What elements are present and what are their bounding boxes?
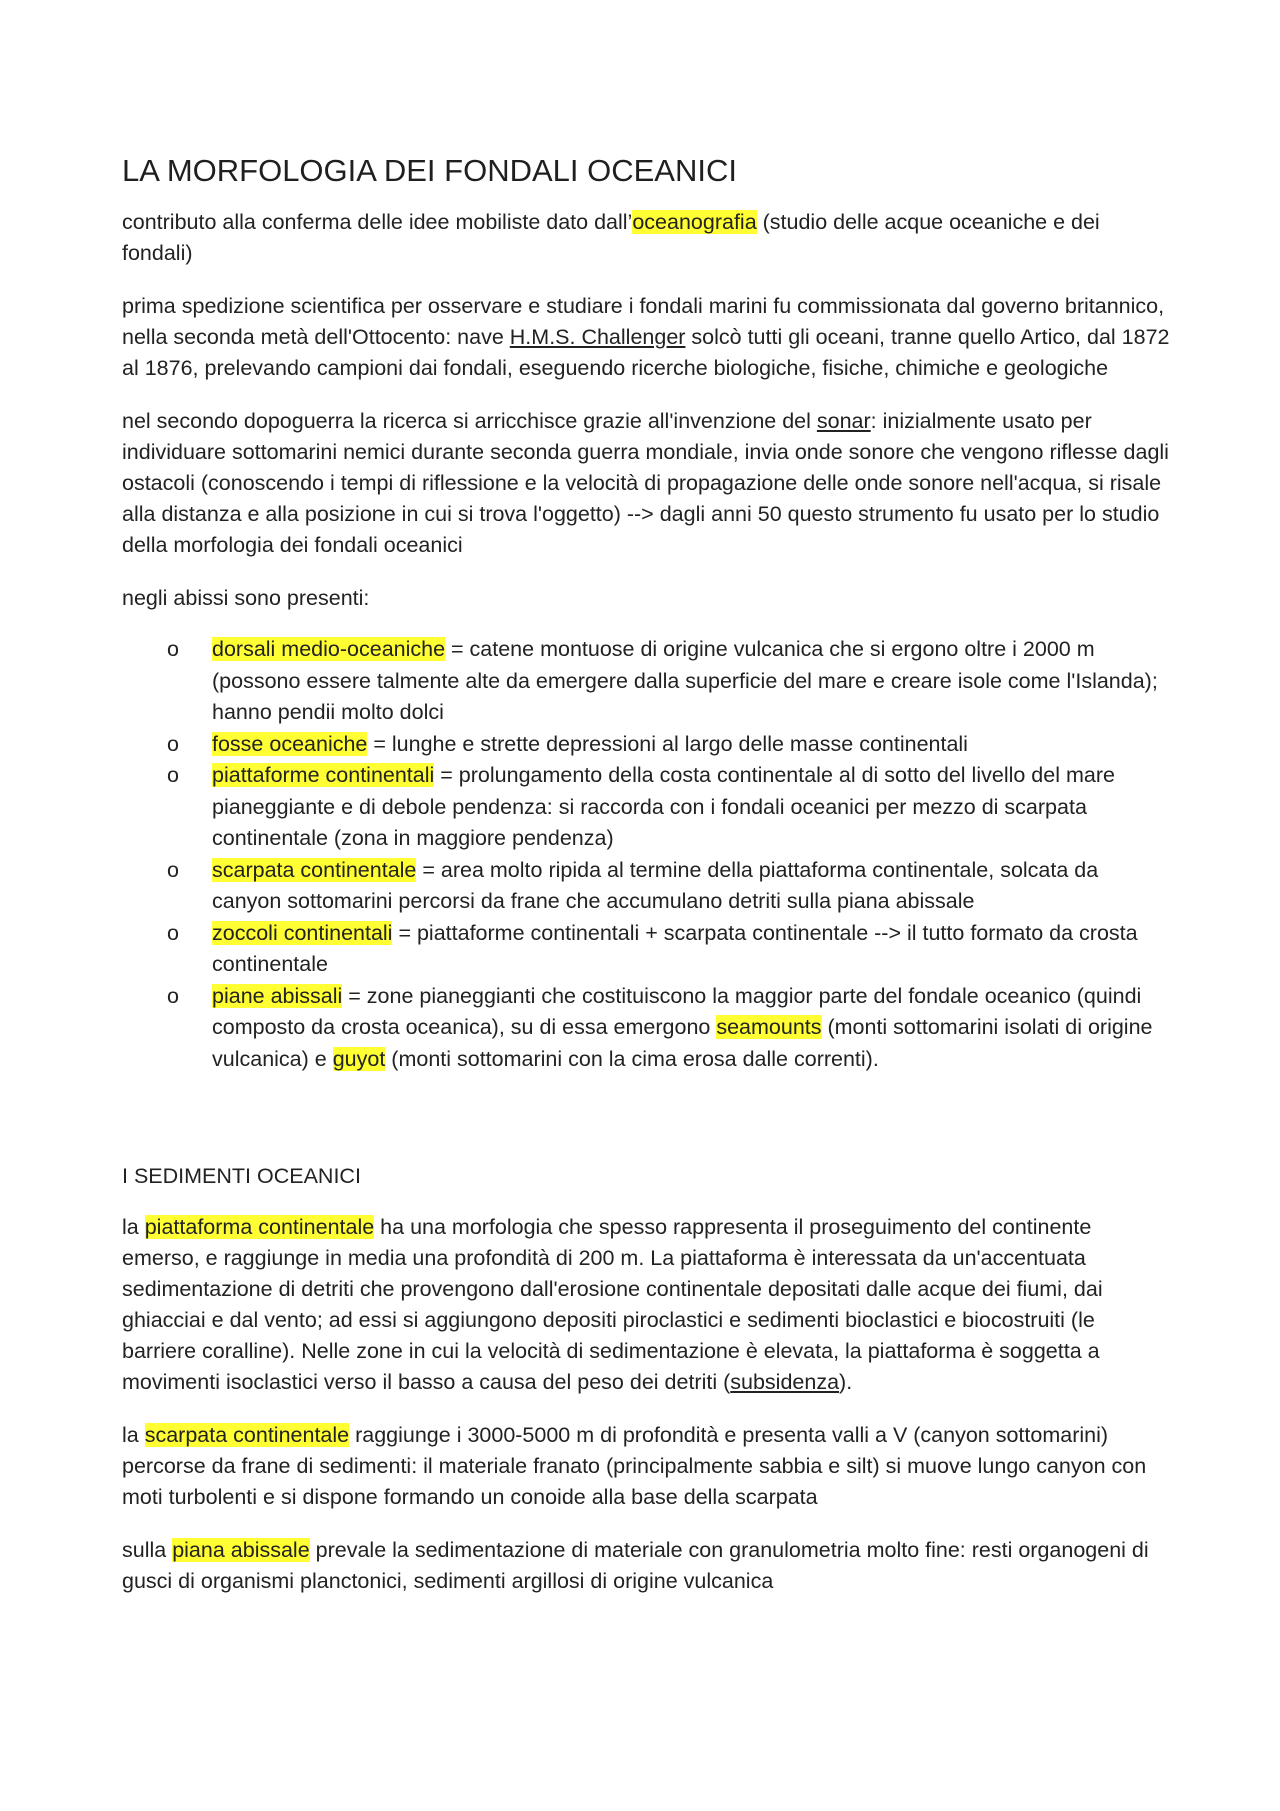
text: = area molto ripida al termine della piattaforma continentale, solcata da canyon sottomarini percorsi da frane che accumulano detriti sulla piana abissale [212,857,1099,914]
paragraph-piattaforma [122,1212,1172,1398]
text: la [122,1215,145,1240]
list-item [167,729,1172,761]
section-title-sedimenti: I SEDIMENTI OCEANICI [122,1164,361,1189]
highlight-term: fosse oceaniche [212,731,368,756]
text: ). [839,1370,853,1395]
highlight-oceanografia: oceanografia [632,210,757,235]
underlined-sonar: sonar [816,409,871,434]
highlight-scarpata: scarpata continentale [144,1423,350,1448]
list-item [167,981,1172,1076]
text: = catene montuose di origine vulcanica che si ergono oltre i 2000 m (possono essere talmente alte da emergere dalla superficie del mare e creare isole come l'Islanda); hanno pendii molto dolci [212,637,1158,725]
paragraph-scarpata [122,1420,1172,1513]
text: (monti sottomarini isolati di origine vulcanica) e [212,1015,1153,1071]
text: contributo alla conferma delle idee mobiliste dato dall’ [122,210,633,235]
list-item [167,855,1172,918]
text: = prolungamento della costa continentale al di sotto del livello del mare pianeggiante e di debole pendenza: si raccorda con i fondali oceanici per mezzo di scarpata continentale (zona in maggiore pendenza) [212,763,1115,851]
paragraph-piana-abissale [122,1535,1172,1597]
text: (studio delle acque oceaniche e dei fondali) [122,210,1100,266]
bullet-marker: o [167,763,179,788]
highlight-term: zoccoli continentali [212,920,393,945]
page-title: LA MORFOLOGIA DEI FONDALI OCEANICI [122,153,737,188]
text: nel secondo dopoguerra la ricerca si arricchisce grazie all'invenzione del [122,409,817,434]
paragraph-abissi-intro: negli abissi sono presenti: [122,586,370,611]
text: sulla [122,1538,173,1563]
text: prevale la sedimentazione di materiale con granulometria molto fine: resti organogeni di gusci di organismi planctonici, sedimenti argillosi di origine vulcanica [122,1538,1149,1594]
highlight-piattaforma: piattaforma continentale [144,1215,375,1240]
highlight-term: piattaforme continentali [212,763,435,788]
bullet-marker: o [167,731,179,756]
text: : inizialmente usato per individuare sottomarini nemici durante seconda guerra mondiale, invia onde sonore che vengono riflesse dagli ostacoli (conoscendo i tempi di riflessione e la velocità di propagazione delle onde sonore nell'acqua, si risale alla distanza e alla posizione in cui si trova l'oggetto) --> dagli anni 50 questo strumento fu usato per lo studio della morfologia dei fondali oceanici [122,409,1169,558]
text: la [122,1423,145,1448]
text: solcò tutti gli oceani, tranne quello Artico, dal 1872 al 1876, prelevando campioni dai fondali, eseguendo ricerche biologiche, fisiche, chimiche e geologiche [122,325,1170,381]
highlight-piana-abissale: piana abissale [172,1538,310,1563]
highlight-guyot: guyot [332,1046,386,1071]
bullet-marker: o [167,857,179,882]
bullet-marker: o [167,920,179,945]
bullet-marker: o [167,983,179,1008]
paragraph-challenger [122,291,1172,384]
text: = zone pianeggianti che costituiscono la maggior parte del fondale oceanico (quindi composto da crosta oceanica), su di essa emergono [212,983,1142,1040]
underlined-subsidenza: subsidenza [730,1370,840,1395]
paragraph-sonar [122,406,1172,561]
highlight-term: scarpata continentale [212,857,417,882]
text: = piattaforme continentali + scarpata continentale --> il tutto formato da crosta continentale [212,920,1138,977]
document-page [122,152,1172,1619]
text: = lunghe e strette depressioni al largo delle masse continentali [367,731,968,756]
text: prima spedizione scientifica per osservare e studiare i fondali marini fu commissionata dal governo britannico, nella seconda metà dell'Ottocento: nave [122,294,1165,350]
highlight-term: piane abissali [212,983,343,1008]
highlight-term: dorsali medio-oceaniche [212,637,446,662]
text: (monti sottomarini con la cima erosa dalle correnti). [385,1046,879,1071]
text: raggiunge i 3000-5000 m di profondità e presenta valli a V (canyon sottomarini) percorse da frane di sedimenti: il materiale franato (principalmente sabbia e silt) si muove lungo canyon con moti turbolenti e si dispone formando un conoide alla base della scarpata [122,1423,1147,1510]
highlight-seamounts: seamounts [716,1015,822,1040]
features-list [122,634,1172,1075]
paragraph-oceanografia [122,207,1172,269]
bullet-marker: o [167,637,179,662]
list-item [167,634,1172,729]
underlined-challenger: H.M.S. Challenger [509,325,686,350]
text: ha una morfologia che spesso rappresenta il proseguimento del continente emerso, e raggiunge in media una profondità di 200 m. La piattaforma è interessata da un'accentuata sedimentazione di detriti che provengono dall'erosione continentale depositati dalle acque dei fiumi, dai ghiacciai e dal vento; ad essi si aggiungono depositi piroclastici e sedimenti bioclastici e biocostruiti (le barriere coralline). Nelle zone in cui la velocità di sedimentazione è elevata, la piattaforma è soggetta a movimenti isoclastici verso il basso a causa del peso dei detriti ( [122,1215,1103,1395]
list-item [167,918,1172,981]
list-item [167,760,1172,855]
